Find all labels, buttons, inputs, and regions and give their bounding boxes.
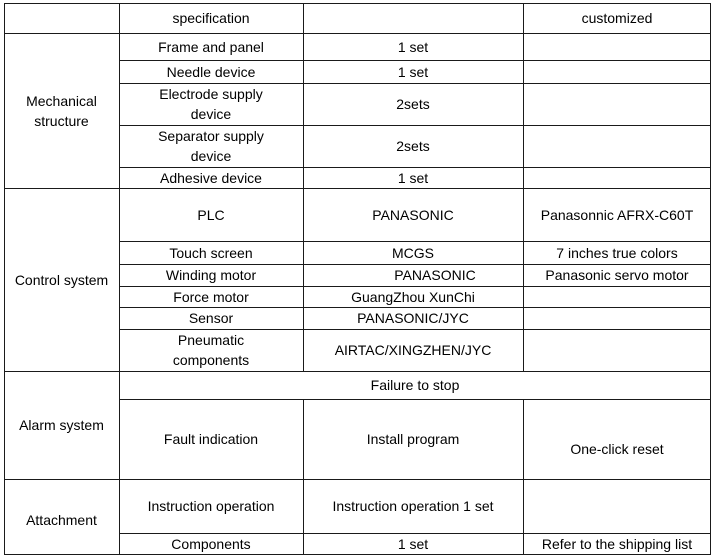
alarm-one-click-reset: One-click reset [570, 441, 664, 457]
spec-components: Components [171, 536, 251, 552]
spec-winding-motor: Winding motor [165, 267, 257, 283]
custom-pneumatic-components [523, 329, 711, 371]
specification-table [4, 3, 711, 555]
header-cell-3 [303, 3, 523, 33]
alarm-install-program: Install program [366, 431, 460, 447]
value-adhesive-device: 1 set [397, 169, 429, 186]
value-plc: PANASONIC [372, 206, 454, 223]
spec-plc: PLC [197, 206, 225, 223]
value-instruction-operation: Instruction operation 1 set [332, 498, 494, 514]
custom-winding-motor: Panasonic servo motor [545, 267, 689, 283]
header-specification: specification [172, 10, 250, 26]
value-sensor: PANASONIC/JYC [357, 310, 469, 326]
custom-separator-supply-device [523, 125, 711, 167]
spec-electrode-supply-device: Electrode supply device [159, 86, 263, 122]
value-frame-and-panel: 1 set [397, 38, 429, 55]
spec-force-motor: Force motor [173, 288, 249, 305]
group-alarm-system: Alarm system [19, 417, 104, 433]
custom-sensor [523, 307, 711, 329]
spec-separator-supply-device: Separator supply device [158, 128, 264, 164]
spec-frame-and-panel: Frame and panel [158, 38, 264, 55]
group-control-system: Control system [14, 271, 109, 288]
custom-components: Refer to the shipping list [541, 536, 693, 552]
spec-instruction-operation: Instruction operation [147, 498, 275, 514]
value-pneumatic-components: AIRTAC/XINGZHEN/JYC [334, 342, 492, 358]
value-needle-device: 1 set [397, 63, 429, 80]
alarm-failure-to-stop: Failure to stop [370, 377, 460, 393]
group-attachment: Attachment [26, 512, 97, 528]
custom-frame-and-panel [523, 33, 711, 60]
spec-adhesive-device: Adhesive device [160, 169, 262, 186]
header-cell-1 [4, 3, 119, 33]
custom-plc: Panasonnic AFRX-C60T [540, 206, 694, 223]
value-electrode-supply-device: 2sets [396, 96, 430, 112]
value-force-motor: GuangZhou XunChi [351, 288, 475, 305]
value-touch-screen: MCGS [392, 244, 434, 261]
custom-needle-device [523, 60, 711, 83]
header-customized: customized [581, 10, 653, 26]
value-components: 1 set [397, 536, 429, 552]
spec-sensor: Sensor [188, 310, 234, 326]
group-mechanical-structure: Mechanical structure [26, 92, 97, 129]
custom-adhesive-device [523, 167, 711, 188]
spec-pneumatic-components: Pneumatic components [172, 332, 250, 368]
custom-instruction-operation [523, 479, 711, 533]
custom-touch-screen: 7 inches true colors [556, 244, 678, 261]
spec-touch-screen: Touch screen [169, 244, 253, 261]
alarm-fault-indication: Fault indication [163, 431, 259, 447]
value-separator-supply-device: 2sets [396, 138, 430, 154]
value-winding-motor: PANASONIC [394, 267, 476, 283]
custom-electrode-supply-device [523, 83, 711, 125]
custom-force-motor [523, 286, 711, 307]
spec-needle-device: Needle device [166, 63, 256, 80]
